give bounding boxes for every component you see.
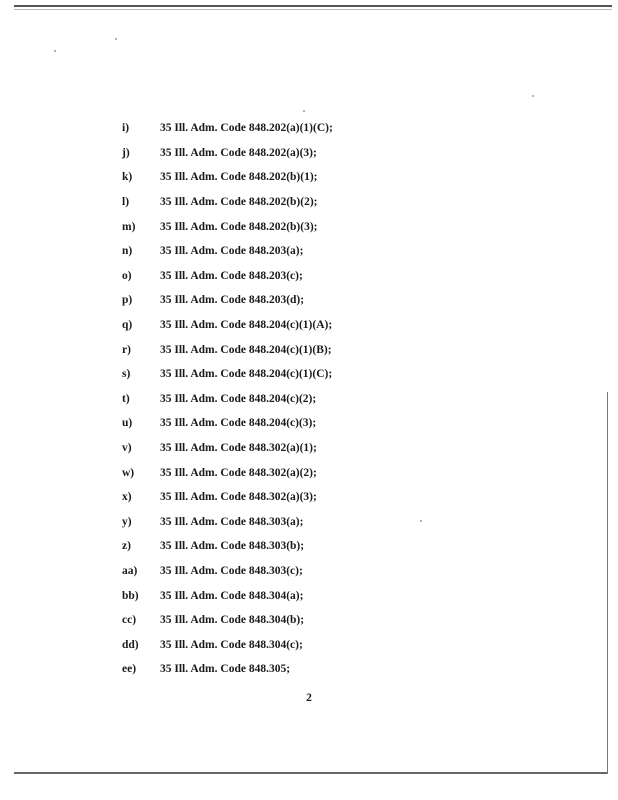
citation-text: 35 Ill. Adm. Code 848.203(c); bbox=[160, 269, 303, 282]
page-number: 2 bbox=[306, 692, 312, 704]
citation-item bbox=[122, 264, 333, 289]
citation-item bbox=[122, 313, 333, 338]
citation-text: 35 Ill. Adm. Code 848.202(b)(2); bbox=[160, 196, 318, 209]
citation-label: q) bbox=[122, 319, 133, 332]
citation-item bbox=[122, 583, 333, 608]
citation-text: 35 Ill. Adm. Code 848.202(b)(1); bbox=[160, 171, 318, 184]
citation-label: w) bbox=[122, 466, 135, 479]
citation-item bbox=[122, 362, 333, 387]
citation-text: 35 Ill. Adm. Code 848.302(a)(2); bbox=[160, 466, 317, 479]
citation-label: ee) bbox=[122, 663, 137, 676]
citation-text: 35 Ill. Adm. Code 848.303(b); bbox=[160, 540, 305, 553]
citation-label: n) bbox=[122, 245, 133, 258]
citation-text: 35 Ill. Adm. Code 848.203(d); bbox=[160, 294, 305, 307]
citation-item bbox=[122, 337, 333, 362]
citation-item bbox=[122, 559, 333, 584]
citation-label: z) bbox=[122, 540, 131, 553]
scan-border-top-shadow bbox=[14, 9, 612, 10]
citation-item bbox=[122, 632, 333, 657]
citation-item bbox=[122, 116, 333, 141]
scan-border-bottom bbox=[14, 772, 607, 774]
citation-item bbox=[122, 510, 333, 535]
citation-label: i) bbox=[122, 122, 130, 135]
citation-text: 35 Ill. Adm. Code 848.204(c)(1)(B); bbox=[160, 343, 332, 356]
scan-speck bbox=[54, 50, 56, 52]
citation-list bbox=[122, 116, 333, 682]
citation-item bbox=[122, 288, 333, 313]
citation-label: y) bbox=[122, 515, 132, 528]
scan-speck bbox=[420, 520, 422, 522]
citation-label: x) bbox=[122, 491, 132, 504]
scan-speck bbox=[115, 38, 117, 40]
citation-text: 35 Ill. Adm. Code 848.204(c)(3); bbox=[160, 417, 317, 430]
citation-text: 35 Ill. Adm. Code 848.303(a); bbox=[160, 515, 304, 528]
scan-speck bbox=[532, 95, 534, 97]
citation-label: j) bbox=[122, 146, 130, 159]
citation-label: r) bbox=[122, 343, 131, 356]
scan-border-top bbox=[14, 5, 612, 7]
citation-item bbox=[122, 239, 333, 264]
citation-text: 35 Ill. Adm. Code 848.302(a)(3); bbox=[160, 491, 317, 504]
citation-text: 35 Ill. Adm. Code 848.203(a); bbox=[160, 245, 304, 258]
citation-item bbox=[122, 190, 333, 215]
citation-label: dd) bbox=[122, 638, 139, 651]
citation-text: 35 Ill. Adm. Code 848.303(c); bbox=[160, 564, 303, 577]
citation-text: 35 Ill. Adm. Code 848.302(a)(1); bbox=[160, 442, 317, 455]
citation-label: l) bbox=[122, 196, 130, 209]
citation-text: 35 Ill. Adm. Code 848.204(c)(2); bbox=[160, 392, 317, 405]
citation-text: 35 Ill. Adm. Code 848.202(a)(3); bbox=[160, 146, 317, 159]
citation-text: 35 Ill. Adm. Code 848.304(c); bbox=[160, 638, 303, 651]
citation-label: m) bbox=[122, 220, 136, 233]
citation-label: o) bbox=[122, 269, 132, 282]
citation-item bbox=[122, 165, 333, 190]
citation-text: 35 Ill. Adm. Code 848.202(a)(1)(C); bbox=[160, 122, 333, 135]
citation-label: bb) bbox=[122, 589, 139, 602]
citation-label: v) bbox=[122, 442, 132, 455]
citation-text: 35 Ill. Adm. Code 848.204(c)(1)(A); bbox=[160, 319, 333, 332]
citation-item bbox=[122, 436, 333, 461]
scan-speck bbox=[303, 110, 305, 112]
citation-item bbox=[122, 411, 333, 436]
citation-item bbox=[122, 460, 333, 485]
citation-item bbox=[122, 534, 333, 559]
citation-item bbox=[122, 485, 333, 510]
citation-item bbox=[122, 608, 333, 633]
citation-item bbox=[122, 657, 333, 682]
citation-item bbox=[122, 387, 333, 412]
citation-label: aa) bbox=[122, 564, 138, 577]
citation-text: 35 Ill. Adm. Code 848.204(c)(1)(C); bbox=[160, 368, 333, 381]
citation-label: p) bbox=[122, 294, 133, 307]
citation-label: t) bbox=[122, 392, 130, 405]
citation-text: 35 Ill. Adm. Code 848.304(b); bbox=[160, 614, 305, 627]
citation-label: k) bbox=[122, 171, 133, 184]
citation-label: u) bbox=[122, 417, 133, 430]
citation-text: 35 Ill. Adm. Code 848.202(b)(3); bbox=[160, 220, 318, 233]
citation-text: 35 Ill. Adm. Code 848.304(a); bbox=[160, 589, 304, 602]
citation-item bbox=[122, 141, 333, 166]
citation-label: cc) bbox=[122, 614, 137, 627]
citation-item bbox=[122, 214, 333, 239]
citation-label: s) bbox=[122, 368, 131, 381]
citation-text: 35 Ill. Adm. Code 848.305; bbox=[160, 663, 291, 676]
scan-border-right bbox=[607, 392, 608, 774]
